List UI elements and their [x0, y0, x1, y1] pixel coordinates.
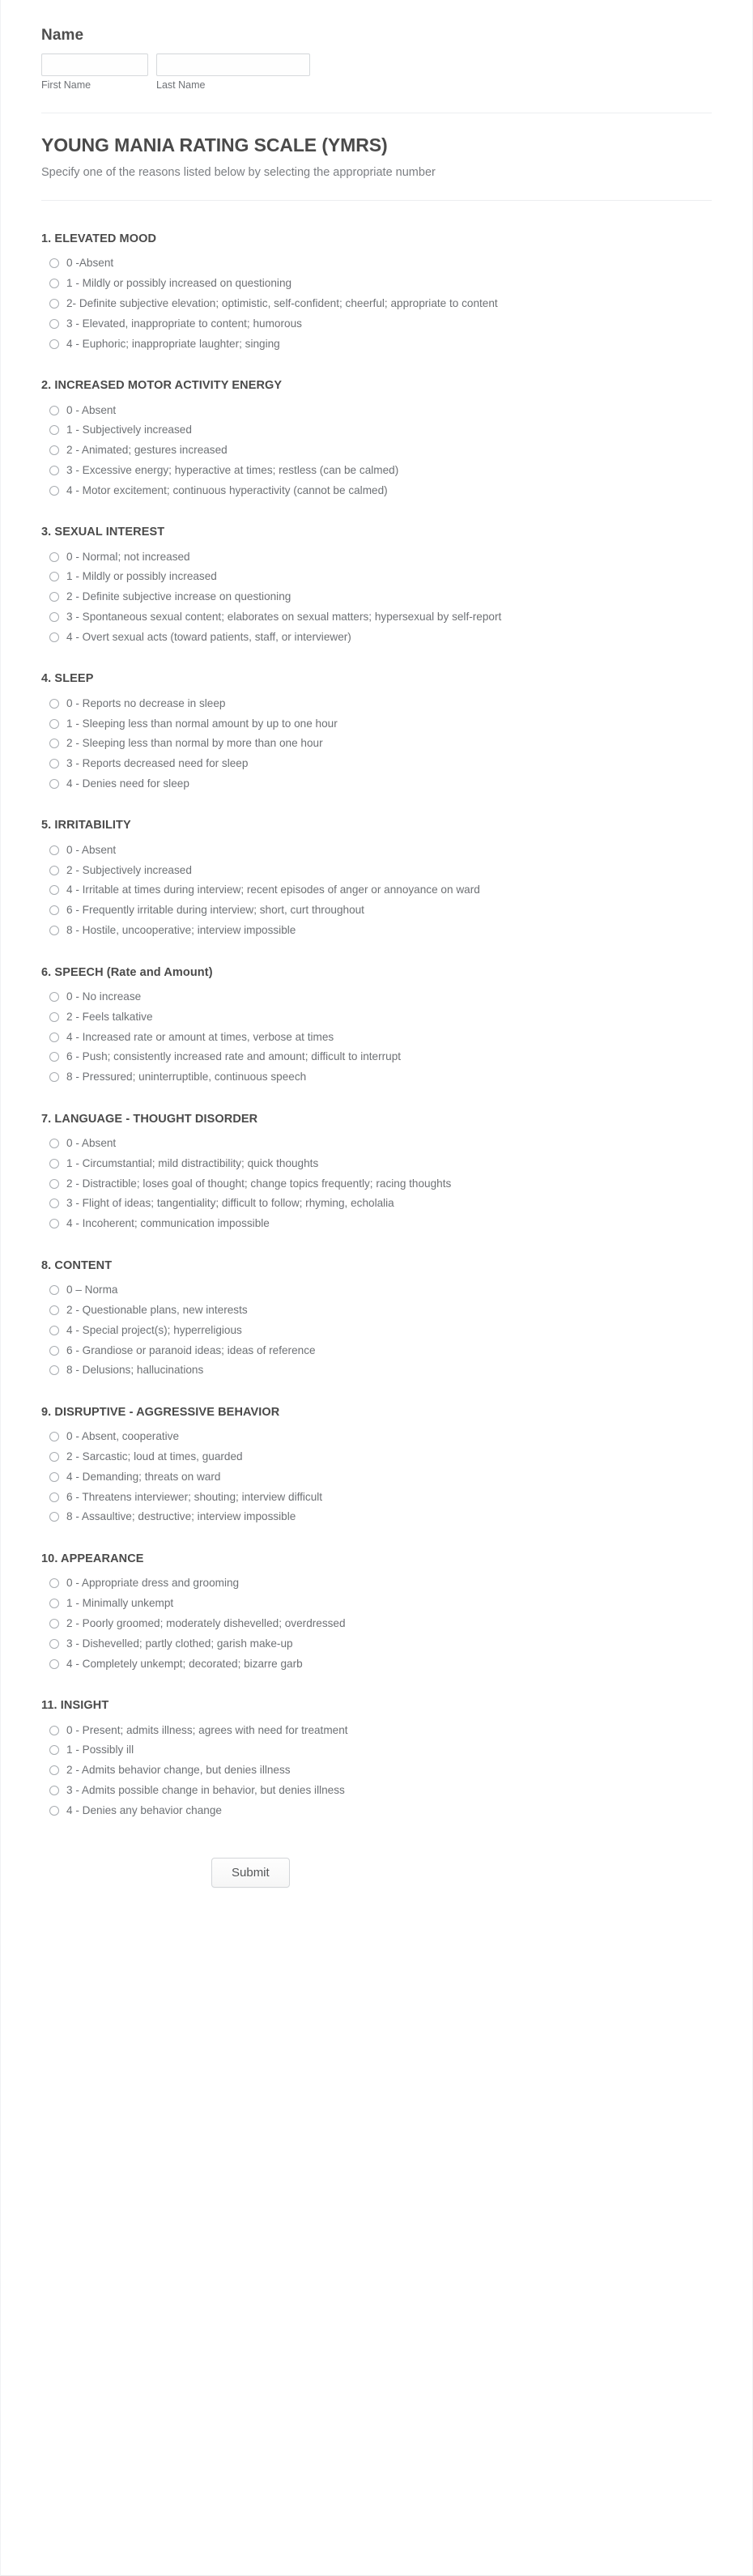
radio-option[interactable]: [41, 567, 712, 587]
radio-option[interactable]: [41, 1047, 712, 1067]
radio-button-icon[interactable]: [49, 1285, 59, 1295]
radio-button-icon[interactable]: [49, 926, 59, 935]
radio-option[interactable]: [41, 628, 712, 648]
question-block: [41, 1258, 712, 1381]
radio-option[interactable]: [41, 880, 712, 901]
radio-option-label: 2 - Feels talkative: [66, 1010, 153, 1023]
radio-option-label: 8 - Delusions; hallucinations: [66, 1364, 204, 1377]
option-list: [41, 253, 712, 354]
first-name-column: [41, 53, 148, 92]
question-title: 3. SEXUAL INTEREST: [41, 526, 165, 539]
radio-button-icon[interactable]: [49, 1179, 59, 1189]
submit-row: [41, 1858, 712, 1936]
radio-option-label: 4 - Irritable at times during interview; recent episodes of anger or annoyance on ward: [66, 884, 480, 896]
form-body: [1, 0, 752, 1936]
option-list: [41, 400, 712, 500]
radio-button-icon[interactable]: [49, 1305, 59, 1315]
radio-option[interactable]: [41, 400, 712, 420]
radio-button-icon[interactable]: [49, 1492, 59, 1502]
radio-option[interactable]: [41, 841, 712, 861]
radio-option-label: 4 - Completely unkempt; decorated; bizarre garb: [66, 1657, 303, 1670]
radio-button-icon[interactable]: [49, 612, 59, 622]
radio-option-label: 6 - Frequently irritable during interview; short, curt throughout: [66, 904, 364, 917]
radio-option-label: 4 - Special project(s); hyperreligious: [66, 1323, 242, 1336]
radio-option-label: 2 - Poorly groomed; moderately dishevelled; overdressed: [66, 1616, 346, 1629]
radio-option-label: 0 - Appropriate dress and grooming: [66, 1577, 240, 1590]
radio-button-icon[interactable]: [49, 1052, 59, 1062]
last-name-column: [156, 53, 310, 92]
page-subtitle: Specify one of the reasons listed below by selecting the appropriate number: [41, 166, 436, 180]
radio-option[interactable]: [41, 461, 712, 481]
question-title: 10. APPEARANCE: [41, 1552, 144, 1565]
radio-button-icon[interactable]: [49, 845, 59, 855]
radio-option-label: 4 - Euphoric; inappropriate laughter; singing: [66, 337, 280, 350]
radio-option-label: 3 - Flight of ideas; tangentiality; difficult to follow; rhyming, echolalia: [66, 1197, 394, 1210]
name-field-group: [41, 0, 712, 92]
radio-option[interactable]: [41, 1173, 712, 1194]
radio-option[interactable]: [41, 1214, 712, 1234]
option-list: [41, 1720, 712, 1820]
radio-option-label: 3 - Excessive energy; hyperactive at times; restless (can be calmed): [66, 463, 399, 476]
radio-option[interactable]: [41, 1720, 712, 1740]
radio-option-label: 1 - Subjectively increased: [66, 424, 192, 436]
radio-option[interactable]: [41, 1301, 712, 1321]
radio-option[interactable]: [41, 1280, 712, 1301]
radio-button-icon[interactable]: [49, 258, 59, 268]
radio-option[interactable]: [41, 587, 712, 607]
first-name-label: First Name: [41, 79, 91, 91]
radio-option[interactable]: [41, 1654, 712, 1674]
radio-option[interactable]: [41, 1007, 712, 1027]
radio-option[interactable]: [41, 607, 712, 628]
radio-option[interactable]: [41, 1761, 712, 1781]
radio-option-label: 0 - Absent: [66, 1137, 117, 1150]
radio-button-icon[interactable]: [49, 1765, 59, 1775]
radio-button-icon[interactable]: [49, 445, 59, 455]
radio-option[interactable]: [41, 274, 712, 294]
radio-option-label: 2- Definite subjective elevation; optimistic, self-confident; cheerful; appropriate to content: [66, 297, 498, 309]
radio-option-label: 2 - Sleeping less than normal by more than one hour: [66, 737, 323, 750]
radio-option[interactable]: [41, 420, 712, 441]
last-name-input[interactable]: [156, 53, 310, 76]
radio-button-icon[interactable]: [49, 425, 59, 435]
radio-button-icon[interactable]: [49, 1745, 59, 1755]
question-title: 7. LANGUAGE - THOUGHT DISORDER: [41, 1112, 258, 1126]
radio-option-label: 3 - Dishevelled; partly clothed; garish make-up: [66, 1637, 293, 1650]
radio-option-label: 8 - Pressured; uninterruptible, continuous speech: [66, 1071, 307, 1084]
radio-option[interactable]: [41, 1507, 712, 1527]
radio-option[interactable]: [41, 1194, 712, 1214]
radio-option-label: 2 - Subjectively increased: [66, 863, 192, 876]
radio-button-icon[interactable]: [49, 279, 59, 288]
radio-option-label: 1 - Mildly or possibly increased: [66, 570, 217, 583]
radio-button-icon[interactable]: [49, 1659, 59, 1669]
radio-button-icon[interactable]: [49, 572, 59, 581]
radio-button-icon[interactable]: [49, 1365, 59, 1375]
question-block: [41, 525, 712, 647]
option-list: [41, 1573, 712, 1674]
question-block: [41, 818, 712, 940]
question-block: [41, 1552, 712, 1674]
radio-option[interactable]: [41, 1614, 712, 1634]
radio-button-icon[interactable]: [49, 739, 59, 748]
radio-option-label: 1 - Circumstantial; mild distractibility; quick thoughts: [66, 1156, 319, 1169]
radio-button-icon[interactable]: [49, 552, 59, 562]
radio-button-icon[interactable]: [49, 1199, 59, 1208]
radio-button-icon[interactable]: [49, 1806, 59, 1816]
option-list: [41, 1427, 712, 1527]
radio-option[interactable]: [41, 987, 712, 1007]
radio-button-icon[interactable]: [49, 1159, 59, 1169]
radio-button-icon[interactable]: [49, 866, 59, 875]
name-heading: Name: [41, 27, 84, 44]
last-name-label: Last Name: [156, 79, 206, 91]
question-title: 1. ELEVATED MOOD: [41, 232, 157, 245]
option-list: [41, 547, 712, 647]
radio-option-label: 0 -Absent: [66, 257, 114, 270]
radio-option[interactable]: [41, 1067, 712, 1088]
radio-option[interactable]: [41, 1487, 712, 1507]
question-title: 6. SPEECH (Rate and Amount): [41, 965, 213, 979]
radio-option-label: 6 - Threatens interviewer; shouting; interview difficult: [66, 1490, 323, 1503]
radio-button-icon[interactable]: [49, 1472, 59, 1482]
radio-button-icon[interactable]: [49, 406, 59, 415]
question-block: [41, 1405, 712, 1527]
radio-option-label: 2 - Distractible; loses goal of thought; change topics frequently; racing thoughts: [66, 1177, 452, 1190]
radio-button-icon[interactable]: [49, 1452, 59, 1462]
radio-option[interactable]: [41, 441, 712, 461]
radio-option-label: 3 - Admits possible change in behavior, but denies illness: [66, 1783, 345, 1796]
radio-option-label: 6 - Grandiose or paranoid ideas; ideas of reference: [66, 1343, 316, 1356]
radio-option[interactable]: [41, 1427, 712, 1447]
question-block: [41, 1112, 712, 1234]
radio-button-icon[interactable]: [49, 1012, 59, 1022]
radio-button-icon[interactable]: [49, 1726, 59, 1735]
radio-option-label: 8 - Assaultive; destructive; interview impossible: [66, 1510, 296, 1523]
radio-option[interactable]: [41, 901, 712, 921]
radio-option-label: 1 - Possibly ill: [66, 1744, 134, 1756]
radio-option-label: 1 - Minimally unkempt: [66, 1597, 174, 1610]
radio-button-icon[interactable]: [49, 1619, 59, 1629]
option-list: [41, 841, 712, 941]
radio-button-icon[interactable]: [49, 299, 59, 309]
radio-option-label: 2 - Sarcastic; loud at times, guarded: [66, 1450, 243, 1463]
radio-option[interactable]: [41, 774, 712, 794]
radio-button-icon[interactable]: [49, 1346, 59, 1356]
first-name-input[interactable]: [41, 53, 148, 76]
option-list: [41, 987, 712, 1088]
radio-option-label: 4 - Motor excitement; continuous hyperactivity (cannot be calmed): [66, 483, 388, 496]
option-list: [41, 1280, 712, 1381]
radio-option-label: 4 - Denies need for sleep: [66, 777, 189, 790]
question-block: [41, 965, 712, 1088]
radio-button-icon[interactable]: [49, 759, 59, 769]
question-block: [41, 671, 712, 794]
radio-button-icon[interactable]: [49, 1512, 59, 1522]
radio-option[interactable]: [41, 921, 712, 941]
radio-option-label: 4 - Overt sexual acts (toward patients, staff, or interviewer): [66, 630, 351, 643]
radio-option[interactable]: [41, 860, 712, 880]
radio-option[interactable]: [41, 1740, 712, 1761]
radio-option-label: 1 - Sleeping less than normal amount by up to one hour: [66, 717, 338, 730]
radio-button-icon[interactable]: [49, 339, 59, 349]
radio-option-label: 3 - Spontaneous sexual content; elaborates on sexual matters; hypersexual by self-report: [66, 611, 502, 624]
radio-button-icon[interactable]: [49, 992, 59, 1002]
radio-option[interactable]: [41, 1573, 712, 1594]
radio-option[interactable]: [41, 1800, 712, 1820]
radio-button-icon[interactable]: [49, 779, 59, 789]
radio-button-icon[interactable]: [49, 1639, 59, 1649]
radio-option-label: 0 - Absent: [66, 403, 117, 416]
question-title: 9. DISRUPTIVE - AGGRESSIVE BEHAVIOR: [41, 1405, 280, 1419]
radio-button-icon[interactable]: [49, 1578, 59, 1588]
radio-option[interactable]: [41, 1340, 712, 1360]
radio-button-icon[interactable]: [49, 466, 59, 475]
radio-option[interactable]: [41, 1320, 712, 1340]
radio-option[interactable]: [41, 547, 712, 567]
radio-option[interactable]: [41, 1781, 712, 1801]
radio-option-label: 0 - Reports no decrease in sleep: [66, 696, 226, 709]
radio-button-icon[interactable]: [49, 1072, 59, 1082]
question-title: 2. INCREASED MOTOR ACTIVITY ENERGY: [41, 379, 283, 393]
radio-option[interactable]: [41, 1594, 712, 1614]
radio-option[interactable]: [41, 1467, 712, 1488]
radio-button-icon[interactable]: [49, 592, 59, 602]
radio-option[interactable]: [41, 1027, 712, 1047]
radio-option-label: 8 - Hostile, uncooperative; interview impossible: [66, 924, 296, 937]
radio-button-icon[interactable]: [49, 719, 59, 729]
question-title: 8. CONTENT: [41, 1258, 113, 1272]
submit-button[interactable]: Submit: [211, 1858, 290, 1888]
radio-option-label: 6 - Push; consistently increased rate and amount; difficult to interrupt: [66, 1050, 402, 1063]
radio-button-icon[interactable]: [49, 486, 59, 496]
radio-option[interactable]: [41, 693, 712, 713]
radio-button-icon[interactable]: [49, 1432, 59, 1441]
scale-header: [41, 113, 712, 181]
radio-option[interactable]: [41, 754, 712, 774]
question-title: 4. SLEEP: [41, 672, 94, 686]
radio-button-icon[interactable]: [49, 319, 59, 329]
radio-option[interactable]: [41, 713, 712, 734]
radio-option-label: 0 - Normal; not increased: [66, 550, 190, 563]
radio-option-label: 2 - Definite subjective increase on questioning: [66, 590, 291, 603]
radio-option-label: 4 - Incoherent; communication impossible: [66, 1217, 270, 1230]
radio-option[interactable]: [41, 1360, 712, 1381]
radio-button-icon[interactable]: [49, 885, 59, 895]
radio-option[interactable]: [41, 1447, 712, 1467]
question-block: [41, 232, 712, 354]
radio-option-label: 0 - No increase: [66, 990, 142, 1003]
questions-list: [41, 201, 712, 1820]
radio-option[interactable]: [41, 734, 712, 754]
radio-option[interactable]: [41, 480, 712, 500]
radio-option-label: 4 - Denies any behavior change: [66, 1803, 222, 1816]
radio-button-icon[interactable]: [49, 1139, 59, 1148]
radio-option[interactable]: [41, 253, 712, 274]
name-inputs-row: [41, 53, 712, 92]
radio-button-icon[interactable]: [49, 1033, 59, 1042]
radio-option-label: 0 – Norma: [66, 1284, 118, 1297]
question-title: 5. IRRITABILITY: [41, 819, 131, 832]
radio-option-label: 2 - Admits behavior change, but denies illness: [66, 1764, 291, 1777]
radio-button-icon[interactable]: [49, 632, 59, 642]
radio-option-label: 4 - Demanding; threats on ward: [66, 1470, 221, 1483]
radio-button-icon[interactable]: [49, 1786, 59, 1795]
radio-option-label: 0 - Absent: [66, 843, 117, 856]
question-block: [41, 378, 712, 500]
question-title: 11. INSIGHT: [41, 1699, 109, 1713]
radio-button-icon[interactable]: [49, 699, 59, 709]
radio-option[interactable]: [41, 334, 712, 354]
radio-option[interactable]: [41, 314, 712, 334]
radio-option-label: 0 - Absent, cooperative: [66, 1430, 180, 1443]
radio-option-label: 0 - Present; admits illness; agrees with need for treatment: [66, 1723, 348, 1736]
radio-button-icon[interactable]: [49, 1599, 59, 1608]
radio-option-label: 4 - Increased rate or amount at times, verbose at times: [66, 1030, 334, 1043]
radio-button-icon[interactable]: [49, 905, 59, 915]
radio-button-icon[interactable]: [49, 1219, 59, 1228]
page-title: YOUNG MANIA RATING SCALE (YMRS): [41, 134, 388, 155]
question-block: [41, 1698, 712, 1820]
radio-option[interactable]: [41, 1633, 712, 1654]
radio-option[interactable]: [41, 294, 712, 314]
radio-button-icon[interactable]: [49, 1326, 59, 1335]
radio-option-label: 2 - Animated; gestures increased: [66, 444, 228, 457]
radio-option-label: 3 - Elevated, inappropriate to content; humorous: [66, 317, 302, 330]
radio-option-label: 2 - Questionable plans, new interests: [66, 1303, 248, 1316]
radio-option[interactable]: [41, 1154, 712, 1174]
option-list: [41, 1134, 712, 1234]
radio-option-label: 1 - Mildly or possibly increased on questioning: [66, 277, 292, 290]
radio-option[interactable]: [41, 1134, 712, 1154]
radio-option-label: 3 - Reports decreased need for sleep: [66, 757, 249, 770]
option-list: [41, 693, 712, 794]
